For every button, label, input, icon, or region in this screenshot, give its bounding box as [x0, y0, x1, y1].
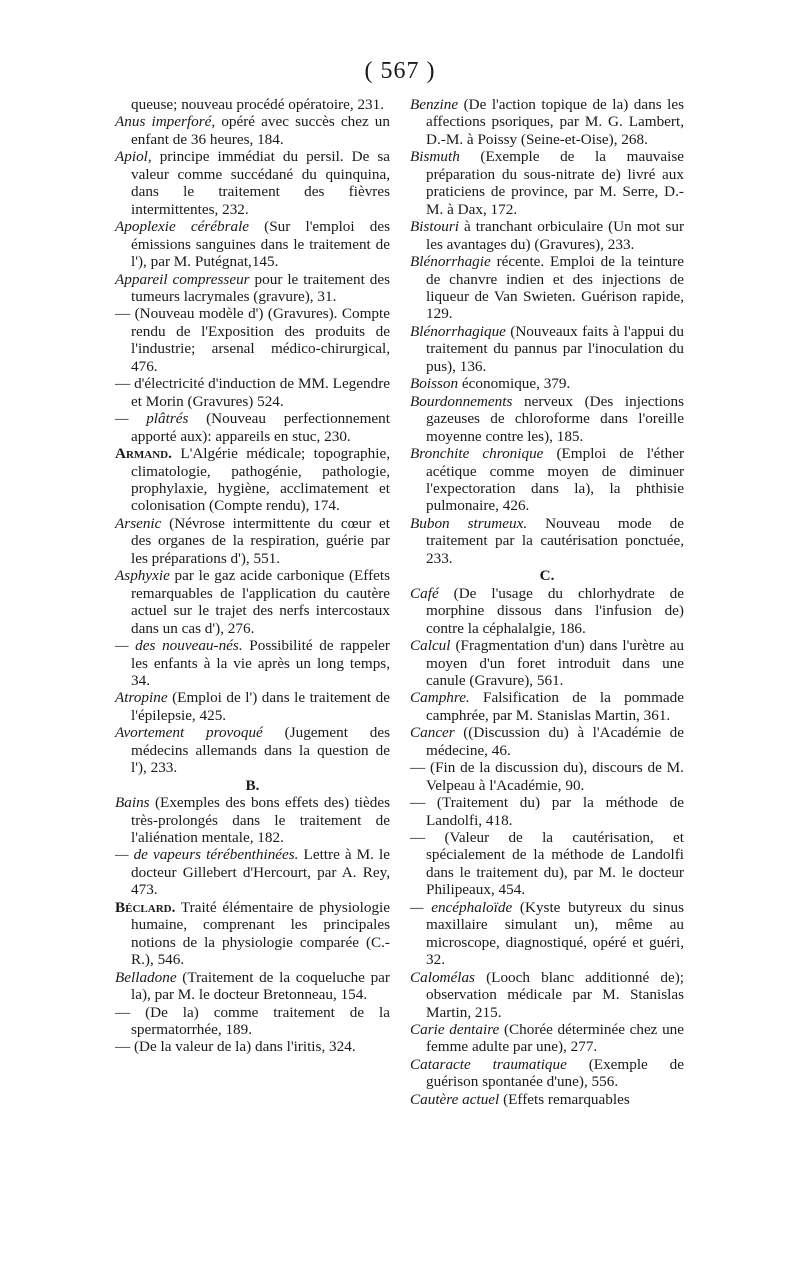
entry-heading: Blénorrhagie	[410, 253, 491, 271]
entry-text: Traité élémentaire de physiologie humaine, comprenant les principales notions de la physiologie comparée (C.-R.), 546.	[131, 898, 390, 969]
index-entry	[410, 637, 684, 689]
entry-text: (Emploi de l'éther acétique comme moyen de diminuer l'expectoration dans la), la phthisie pulmonaire, 426.	[426, 445, 685, 515]
index-entry	[410, 899, 684, 969]
index-entry	[410, 515, 684, 567]
index-entry	[410, 323, 684, 375]
index-entry	[115, 218, 390, 270]
entry-text: (Effets remarquables	[499, 1090, 630, 1108]
entry-text: Lettre à M. le docteur Gillebert d'Hercourt, par A. Rey, 473.	[131, 846, 391, 899]
entry-heading: Blénorrhagique	[410, 322, 506, 340]
entry-text: (Looch blanc additionné de); observation médicale par M. Stanislas Martin, 215.	[426, 968, 684, 1021]
entry-text: (Exemple de la mauvaise préparation du sous-nitrate de) livré aux praticiens de province, par M. Serre, D.-M. à Dax, 172.	[426, 148, 684, 218]
entry-heading: Calcul	[410, 637, 451, 655]
entry-heading: Avortement provoqué	[115, 724, 263, 742]
entry-text: récente. Emploi de la teinture de chanvre indien et des injections de liqueur de Van Swieten. Guérison rapide, 129.	[426, 253, 684, 323]
entry-heading: — (Valeur de la cautérisation,	[410, 829, 654, 847]
entry-text: discours de M. Velpeau à l'Académie, 90.	[426, 759, 684, 794]
entry-heading: Bourdonnements	[410, 392, 513, 410]
entry-heading: Béclard.	[115, 898, 176, 916]
entry-heading: — plâtrés	[115, 410, 189, 428]
entry-heading: — d'électricité d'induction de MM.	[115, 375, 329, 393]
entry-heading: Belladone	[115, 968, 177, 986]
index-entry	[410, 829, 684, 899]
entry-heading: Cancer	[410, 724, 455, 742]
entry-heading: — des nouveau-nés.	[115, 637, 243, 655]
entry-text: Possibilité de rappeler les enfants à la vie après un long temps, 34.	[131, 637, 390, 689]
entry-text: (Chorée déterminée chez une femme adulte par une), 277.	[426, 1021, 684, 1056]
entry-heading: Benzine	[410, 96, 459, 113]
section-letter: B.	[245, 776, 260, 794]
entry-text: Legendre et Morin (Gravures) 524.	[131, 375, 391, 410]
entry-text: (De l'action topique de la) dans les affections psoriques, par M. G. Lambert, D.-M. à Poissy (Seine-et-Oise), 268.	[426, 96, 684, 148]
index-entry	[115, 445, 390, 515]
index-entry	[115, 1004, 390, 1039]
index-entry	[115, 567, 390, 637]
entry-text: (Kyste butyreux du sinus maxillaire simulant un), même au microscope, diagnostiqué, opéré et guéri, 32.	[426, 898, 684, 969]
entry-text: opéré avec succès chez un enfant de 36 heures, 184.	[131, 113, 390, 148]
entry-text: (Nouveaux faits à l'appui du traitement du pannus par l'inoculation du pus), 136.	[426, 322, 684, 375]
entry-heading: Cataracte traumatique	[410, 1055, 567, 1073]
index-entry	[410, 96, 684, 148]
index-entry	[115, 410, 390, 445]
entry-heading: Apoplexie cérébrale	[115, 218, 250, 236]
entry-text: nerveux (Des injections gazeuses de chloroforme dans l'oreille moyenne contre les), 185.	[426, 392, 684, 445]
entry-text: et spécialement de la méthode de Landolfi dans le traitement du), par M. le docteur Philipeaux, 454.	[426, 829, 684, 899]
entry-text: (Sur l'emploi des émissions sanguines dans le traitement de l'), par M. Putégnat,145.	[131, 218, 390, 271]
entry-heading: Asphyxie	[115, 567, 170, 585]
entry-heading: — (De la)	[115, 1003, 199, 1021]
entry-text: (Jugement des médecins allemands dans la question de l'), 233.	[131, 724, 390, 777]
entry-text: Compte rendu de l'Exposition des produits de l'industrie; arsenal médico-chirurgical, 476.	[131, 305, 390, 375]
entry-text: Falsification de la pommade camphrée, par M. Stanislas Martin, 361.	[426, 689, 684, 724]
entry-text: (Névrose intermittente du cœur et des organes de la respiration, guérie par les préparations d'), 551.	[131, 514, 390, 567]
entry-heading: — (Nouveau modèle d') (Gravures).	[115, 305, 338, 323]
index-entry	[115, 689, 390, 724]
entry-text: à tranchant orbiculaire (Un mot sur les avantages du) (Gravures), 233.	[426, 218, 684, 253]
right-column	[410, 96, 684, 1108]
entry-text: ((Discussion du) à l'Académie de médecine, 46.	[426, 724, 684, 759]
index-entry	[115, 375, 390, 410]
entry-text: (Exemples des bons effets des) tièdes très-prolongés dans le traitement de l'aliénation mentale, 182.	[131, 794, 390, 847]
entry-text: L'Algérie médicale; topographie, climatologie, pathogénie, pathologie, prophylaxie, hygiène, acclimatement et colonisation (Compte rendu), 174.	[131, 445, 390, 515]
entry-heading: Bains	[115, 794, 150, 812]
index-entry	[410, 689, 684, 724]
entry-heading: Bistouri	[410, 218, 459, 236]
entry-heading: — (Fin de la discussion du),	[410, 759, 588, 777]
index-entry	[410, 253, 684, 323]
index-entry	[410, 148, 684, 218]
entry-heading: Anus imperforé,	[115, 113, 216, 131]
entry-text: Nouveau mode de traitement par la cautérisation ponctuée, 233.	[426, 514, 684, 567]
entry-heading: Apiol,	[115, 148, 152, 166]
entry-text: pour le traitement des tumeurs lacrymales (gravure), 31.	[131, 270, 390, 305]
entry-text: dans l'iritis, 324.	[251, 1038, 356, 1056]
index-entry	[115, 846, 390, 898]
entry-heading: Boisson	[410, 375, 459, 393]
index-entry	[410, 375, 684, 392]
index-entry	[115, 515, 390, 567]
index-entry	[115, 1038, 390, 1055]
entry-heading: Bubon strumeux.	[410, 514, 528, 532]
entry-heading: Cautère actuel	[410, 1090, 500, 1108]
index-entry	[410, 218, 684, 253]
left-column	[115, 96, 390, 1056]
index-entry	[410, 393, 684, 445]
index-entry	[410, 1056, 684, 1091]
index-entry-continuation: queuse; nouveau procédé opératoire, 231.	[131, 96, 385, 113]
index-entry	[410, 445, 684, 515]
entry-heading: — (Traitement du)	[410, 794, 541, 812]
entry-text: (Fragmentation d'un) dans l'urètre au moyen d'un foret introduit dans une canule (Gravure), 561.	[426, 637, 684, 689]
index-entry	[115, 148, 390, 218]
entry-heading: — encéphaloïde	[410, 898, 513, 916]
entry-text: comme traitement de la spermatorrhée, 189.	[131, 1003, 390, 1039]
entry-heading: Bronchite chronique	[410, 445, 544, 463]
entry-text: (De l'usage du chlorhydrate de morphine dissous dans l'infusion de) contre la céphalalgie, 186.	[426, 584, 684, 637]
entry-heading: — (De la valeur de la)	[115, 1038, 252, 1056]
entry-heading: Camphre.	[410, 689, 470, 707]
entry-heading: Atropine	[115, 689, 168, 707]
entry-heading: — de vapeurs térébenthinées.	[115, 846, 299, 864]
index-entry	[115, 305, 390, 375]
index-entry	[410, 759, 684, 794]
index-entry	[115, 969, 390, 1004]
entry-heading: Calomélas	[410, 968, 475, 986]
index-entry	[410, 724, 684, 759]
entry-text: principe immédiat du persil. De sa valeur comme succédané du quinquina, dans le traitement des fièvres intermittentes, 232.	[131, 148, 390, 218]
entry-heading: Appareil compresseur	[115, 270, 250, 288]
index-entry	[115, 271, 390, 306]
entry-text: économique, 379.	[458, 375, 571, 393]
index-entry	[115, 724, 390, 776]
index-entry	[410, 585, 684, 637]
entry-heading: Carie dentaire	[410, 1021, 500, 1039]
index-entry	[115, 899, 390, 969]
entry-heading: Armand.	[115, 445, 172, 463]
index-entry	[115, 637, 390, 689]
entry-text: par le gaz acide carbonique (Effets remarquables de l'application du cautère actuel sur le trajet des nerfs intercostaux dans un cas d'), 276.	[131, 567, 390, 637]
entry-text: par la méthode de Landolfi, 418.	[426, 794, 684, 829]
entry-text: (Nouveau perfectionnement apporté aux): appareils en stuc, 230.	[131, 410, 390, 445]
index-entry	[115, 113, 390, 148]
entry-text: (Exemple de guérison spontanée d'une), 556.	[426, 1055, 684, 1091]
index-entry	[410, 969, 684, 1021]
entry-heading: Bismuth	[410, 148, 460, 166]
section-letter: C.	[539, 567, 555, 585]
index-entry	[410, 794, 684, 829]
index-entry	[410, 1091, 684, 1108]
page-number: ( 567 )	[364, 58, 436, 84]
index-entry	[115, 794, 390, 846]
index-entry	[410, 1021, 684, 1056]
entry-heading: Arsenic	[115, 514, 162, 532]
entry-text: (Emploi de l') dans le traitement de l'épilepsie, 425.	[131, 689, 390, 724]
entry-heading: Café	[410, 584, 439, 602]
entry-text: (Traitement de la coqueluche par la), par M. le docteur Bretonneau, 154.	[131, 968, 390, 1004]
